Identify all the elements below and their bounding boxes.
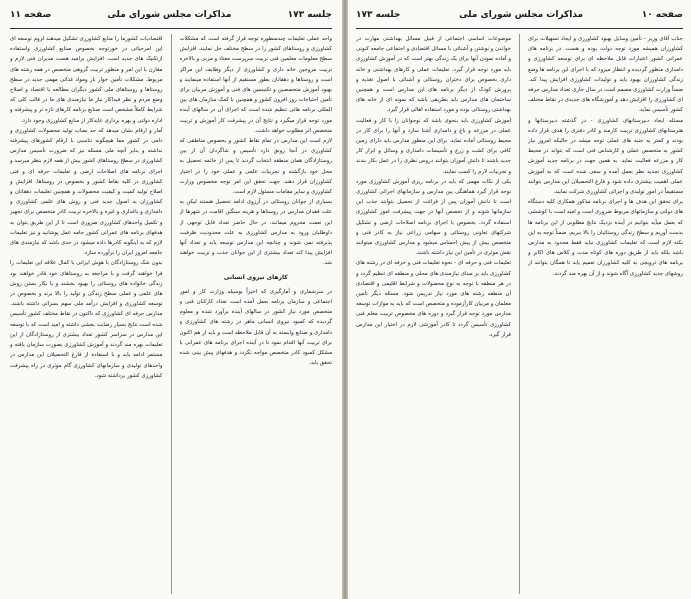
paragraph: موضوعات اساسی اجتماعی از قبیل مسائل بهداشتی مهارت در خواندن و نوشتن و آشنائی با مسائل اقتصادی و اجتماعی جامعه کنونی و آماده نمودن آنها برای یک زندگی بهتر است که در آموزش کشاورزی باید مورد توجه قرار گیرد. تعلیمات عملی و کارهای بهداشتی و خانه داری بخصوص برای دختران روستائی و آشنائی با اصول تغذیه و پرورش کودک از دیگر برنامه های این مدارس است و همچنین ساختمان های مدارس باید بطریقی باشد که نمونه ای از خانه های بهداشتی روستائی بوده و مورد استفاده اهالی قرار گیرد. bbox=[356, 36, 511, 114]
left-page bbox=[0, 0, 342, 599]
paragraph: یکی از نکات مهمی که باید در برنامه ریزی آموزش کشاورزی مورد توجه قرار گیرد هماهنگی بین مدارس و سازمانهای اجرائی کشاورزی است تا دانش آموزان پس از فراغت از تحصیل بتوانند جذب این سازمانها شوند و از تخصص آنها در جهت پیشرفت امور کشاورزی استفاده گردد. بخصوص با اجرای برنامه اصلاحات ارضی و تشکیل شرکتهای تعاونی روستائی و سهامی زراعی نیاز به کادر فنی و متخصص بیش از پیش احساس میشود و مدارس کشاورزی میتوانند نقش موثری در تأمین این نیاز داشته باشند. bbox=[356, 178, 511, 257]
column-divider bbox=[519, 34, 520, 594]
left-col-1 bbox=[180, 34, 333, 594]
paragraph: بسیاری از جوانان روستائی در آرزوی ادامه تحصیل هستند لیکن به علت فقدان مدارس در روستاها و هزینه سنگین اقامت در شهرها از این نعمت محروم میمانند. در حال حاضر تعداد قابل توجهی از داوطلبان ورود به مدارس کشاورزی به علت محدودیت ظرفیت پذیرفته نمی شوند و چنانچه این مدارس توسعه یابد و تعداد آنها افزایش پیدا کند تعداد بیشتری از این جوانان جذب و تربیت خواهند شد. bbox=[179, 199, 332, 267]
paragraph: آمار و ارقام نشان میدهد که حد نصاب تولید محصولات کشاورزی و دامی در کشور مما هیچگونه تناسبی با ارقام کشورهای پیشرفته نداشته و بنابر آنچه ملی مسئله نیز که ضرورت تأسیس مدارس کشاورزی در سطح روستاهای کشور بیش از همه لازم بنظر میرسد و اجرای برنامه های اصلاحات ارضی و تعلیمات حرفه ای و فنی کشاورزی در کلیه نقاط کشور و بخصوص در روستاها. افزایش و اصلاح تولید کمیت و کیفیت محصولات و همچنین تعلیمات دهقانان و کشاورزان به اصول جدید فنی و روش های علمی کشاورزی و دامداری و باغداری و غیره و بالاخره تربیت کادر متخصص برای تجهیز و تکمیل واحدهای کشاورزی ضروری است تا از این طریق بتوان به هدفهای برنامه های عمرانی کشور جامه عمل پوشانید و نیز تعلیمات لازم که به اینگونه کادرها داده میشود در حدی باشد که نیازمندی های جامعه امروز ایران را برآورده سازد. bbox=[10, 127, 163, 257]
left-page-header bbox=[10, 6, 332, 24]
paragraph: آموزش کشاورزی باید بنحوی باشد که نوجوانان را با کار و فعالیت عملی در مزرعه و باغ و دامداری آشنا سازد و آنها را برای کار در محیط روستائی آماده نماید. برای این منظور مدارس باید دارای زمین کافی برای کشت و زرع و تأسیسات دامداری و وسائل و ابزار کار جدید باشند تا دانش آموزان بتوانند دروس نظری را در عمل بکار بندند و تجربیات لازم را کسب نمایند. bbox=[356, 117, 511, 175]
left-page-number: صفحه ۱۱ bbox=[10, 10, 52, 20]
paragraph: واحد عملی تعلیمات چندمنظوره توجه قرار گرفته است که مشکلات کشاورزی و روستاهای کشور را در سطح مختلف حل نمایند. افزایش سطح معلومات معلمین فنی تربیت سرپرست معتاد و مربی و بالاخره تربیت مروجین خانه داری و کشاورزی از دیگر وظایف این مراکز است و روستاها و دهقانان بطور مستقیم از آنها استفاده مینمایند و بهبود آموزش متخصصین و تکنیسین های فنی و آموزش مربیان برای تأمین احتیاجات روز افزون کشور و همچنین با کمک سازمان های بین المللی برنامه هائی تنظیم شده است که اجرای آن در سالهای آینده مورد توجه قرار میگیرد و نتایج آن در پیشرفت کار آموزش و تربیت متخصص اثر مطلوب خواهد داشت. bbox=[179, 36, 332, 134]
paragraph: در سرشماری و آمارگیری که اخیراً بوسیله وزارت کار و امور اجتماعی و سازمان برنامه بعمل آمده است تعداد کارکنان فنی و متخصص مورد نیاز کشور در سالهای آینده برآورد شده و معلوم گردیده که کمبود نیروی انسانی ماهر در رشته های کشاورزی و دامداری و صنایع وابسته به آن قابل ملاحظه است و باید از هم اکنون برای تربیت آنها اقدام نمود تا در آینده اجرای برنامه های عمرانی با مشکل کمبود کادر متخصص مواجه نگردد و هدفهای پیش بینی شده تحقق یابد. bbox=[179, 288, 332, 367]
right-page-title: مذاکرات مجلس شورای ملی bbox=[459, 10, 584, 20]
left-columns bbox=[10, 34, 332, 594]
paragraph: مسئله ایجاد دبیرستانهای کشاورزی - در گذشته دبیرستانها و هنرستانهای کشاورزی تربیت کارمند و کادر دفتری را هدف قرار داده بودند و کمتر به جنبه های عملی توجه میشد در حالیکه امروز نیاز کشور به متخصص عملی و کارشناس فنی است که بتواند در محیط کار و مزرعه فعالیت نماید. به همین جهت در برنامه جدید آموزش کشاورزی تجدید نظر بعمل آمده و سعی شده است که به آموزش عملی اهمیت بیشتری داده شود و فارغ التحصیلان این مدارس بتوانند مستقیماً در امور تولیدی و اجرائی کشاورزی شرکت نمایند. bbox=[528, 117, 683, 196]
left-col-2 bbox=[10, 34, 163, 594]
left-header-rule bbox=[10, 28, 332, 29]
paragraph: بدون شک روستازادگان با هوش ایرانی با کمال علاقه این تعلیمات را فرا خواهند گرفت و با مراجعه به روستاهای خود قادر خواهند بود زندگی خانواده های روستائی را بهبود بخشند و با بکار بستن روش های علمی و عملی سطح زندگی و تولید را بالا برند و بخصوص در توسعه کشاورزی و افزایش درآمد ملی سهم بسزائی داشته باشند. مدارس حرفه ای کشاورزی که تاکنون در نقاط مختلف کشور تأسیس شده است نتایج بسیار رضایت بخشی داشته و امید است که با توسعه این مدارس در سراسر کشور تعداد بیشتری از روستازادگان از این تعلیمات بهره مند گردند و آموزش کشاورزی بصورت سازمان یافته و مستمر ادامه یابد و با استفاده از فارغ التحصیلان این مدارس در واحدهای تولیدی و سازمانهای کشاورزی گام موثری در راه پیشرفت کشاورزی کشور برداشته شود. bbox=[10, 260, 163, 379]
right-page-number: صفحه ۱۰ bbox=[641, 10, 683, 20]
right-columns bbox=[356, 34, 683, 594]
paragraph: تعلیمات فنی و حرفه ای - نحوه تعلیمات فنی و حرفه ای در رشته های کشاورزی باید بر مبنای نیازمندی های محلی و منطقه ای تنظیم گردد و در هر منطقه با توجه به نوع محصولات و شرایط اقلیمی و اقتصادی آن منطقه رشته های مورد نیاز تدریس شود. مسئله دیگر تأمین معلمان و مربیان کارآزموده و متخصص است که باید به موازات توسعه مدارس مورد توجه قرار گیرد و دوره های مخصوص تربیت معلم فنی کشاورزی تأسیس گردد تا کادر آموزشی لازم در اختیار این مدارس قرار گیرد. bbox=[356, 260, 511, 338]
right-page bbox=[348, 0, 691, 599]
left-session-label: جلسه ۱۷۳ bbox=[287, 10, 332, 20]
paragraph: لازم است این مدارس در تمام نقاط کشور و بخصوص مناطقی که کشاورزی در آنجا رونق دارد تأسیس و شاگردان آن از بین روستازادگان همان منطقه انتخاب گردند تا پس از خاتمه تحصیل به محل خود بازگشته و تجربیات علمی و عملی خود را در اختیار کشاورزان قرار دهند. جهت تحقق این امر توجه مخصوص وزارت کشاورزی و سایر مقامات مسئول لازم است. bbox=[179, 138, 332, 196]
column-divider bbox=[171, 34, 172, 594]
left-page-title: مذاکرات مجلس شورای ملی bbox=[107, 10, 232, 20]
right-col-2 bbox=[356, 34, 511, 594]
right-col-1 bbox=[528, 34, 683, 594]
paragraph: جناب آقای وزیر - تأمین وسایل بهبود کشاورزی و ایجاد تسهیلات برای کشاورزان همیشه مورد توجه دولت بوده و هست. در برنامه های عمرانی کشور اعتبارات قابل ملاحظه ای برای توسعه کشاورزی و دامداری منظور گردیده و انتظار میرود که با اجرای این برنامه ها وضع زندگی کشاورزان بهبود یابد و تولیدات کشاورزی افزایش پیدا کند. ضمناً وزارت کشاورزی مصمم است در سال جاری تعداد مدارس حرفه ای کشاورزی را افزایش دهد و آموزشگاه های جدیدی در نقاط مختلف کشور تأسیس نماید. bbox=[528, 36, 683, 114]
section-heading: کارهای نیروی انسانی bbox=[223, 273, 288, 281]
right-session-label: جلسه ۱۷۳ bbox=[356, 10, 401, 20]
right-header-rule bbox=[356, 28, 683, 29]
paragraph: برای تحقق این هدف ها و اجرای برنامه مذکور همکاری کلیه دستگاه های دولتی و سازمانهای مربوط ضروری است و امید است با کوششی که بعمل میآید بتوانیم در آینده نزدیک نتایج مطلوبی از این برنامه ها بدست آوریم و سطح زندگی روستائیان را بالا ببریم. ضمناً توجه به این نکته لازم است که تعلیمات کشاورزی نباید فقط محدود به مدارس باشد بلکه باید از طریق دوره های کوتاه مدت و کلاس های اکابر و برنامه های ترویجی به کلیه کشاورزان تعمیم یابد تا همگان بتوانند از روشهای جدید کشاورزی آگاه شوند و از آن بهره مند گردند. bbox=[528, 199, 683, 277]
right-page-header bbox=[356, 6, 683, 24]
paragraph: اقتصادیات کشورما را منابع کشاورزی تشکیل میدهند لزوم توسعه ای این امرحیاتی در خورتوجه بخصوص صنایع کشاورزی واستفاده ازتکنیک های جدید است. افزایش برامید هست مدیران فنی لازم و مقارن با این امر و منظور تربیت گروهی متخصص در همه رشته های مربوط. مشکلات تأمین خوار بار ومواد غذائی مهمی جدید در سطح روستاها و روستاهای ملی کشور دیگران مطالعه با اقتصاد و اصلاح وضع مردم و نظر فیداکار نیاز ما نیازمندی های ما در قالب کلی که شرایط کاملاً مشخص است صنایع برنامه کارهای تازه تر و پیشرفته و اداره دولتی و بهره برداری عایدکار از منابع کشاورزی وجود دارد. bbox=[10, 36, 163, 124]
